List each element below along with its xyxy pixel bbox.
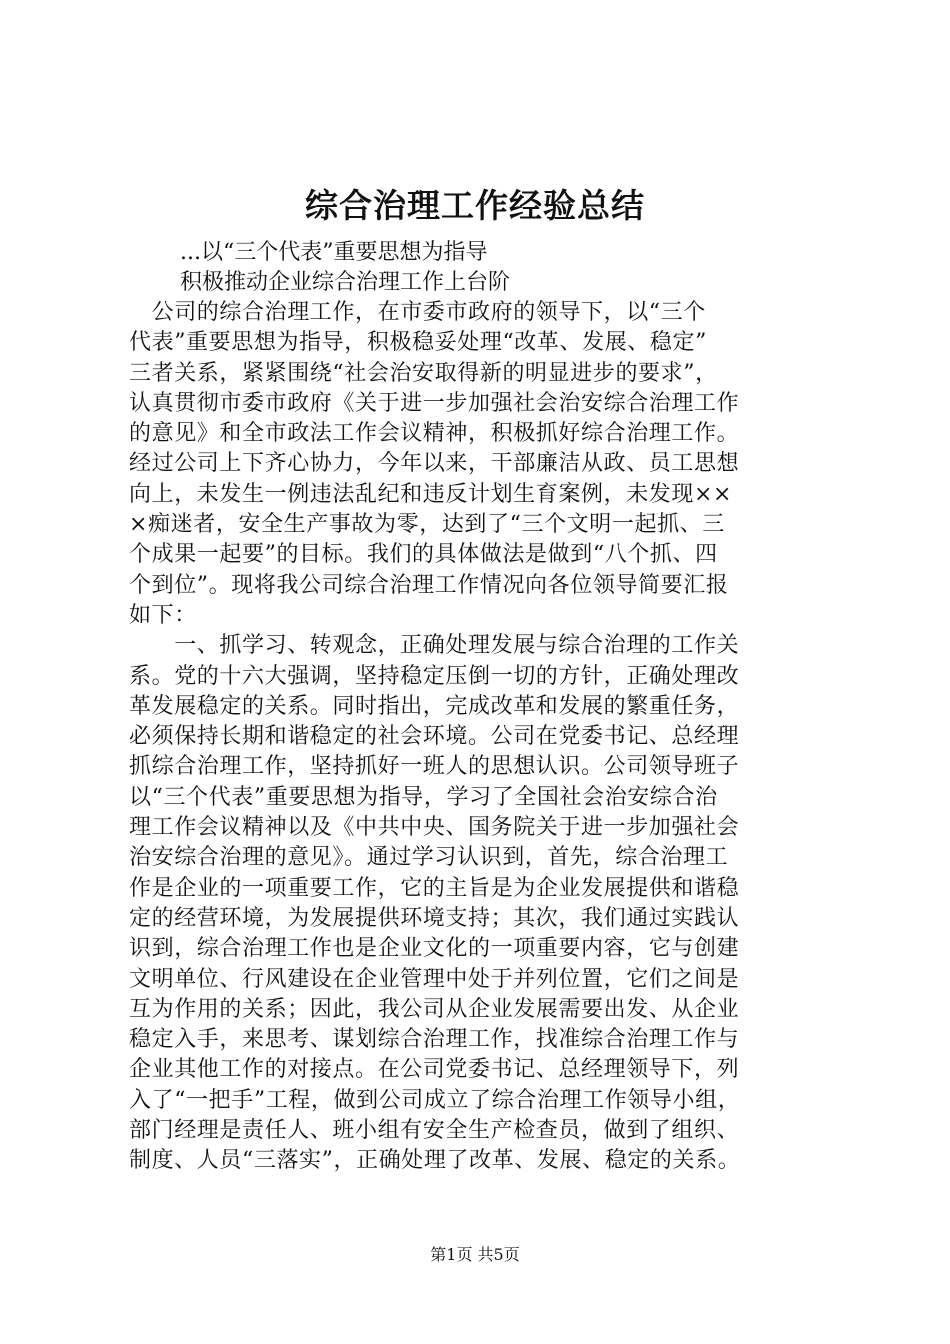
body-line: 认真贯彻市委市政府《关于进一步加强社会治安综合治理工作	[129, 390, 740, 416]
body-line: 代表”重要思想为指导，积极稳妥处理“改革、发展、稳定”	[129, 330, 707, 356]
body-line: 入了“一把手”工程，做到公司成立了综合治理工作领导小组，	[129, 1087, 741, 1113]
body-line: 互为作用的关系；因此，我公司从企业发展需要出发、从企业	[129, 996, 740, 1022]
body-line: 公司的综合治理工作，在市委市政府的领导下，以“三个	[129, 300, 706, 325]
body-line: ×痴迷者，安全生产事故为零，达到了“三个文明一起抓、三	[129, 512, 725, 538]
body-line: 文明单位、行风建设在企业管理中处于并列位置，它们之间是	[129, 966, 740, 992]
body-line: 三者关系，紧紧围绕“社会治安取得新的明显进步的要求”，	[129, 360, 718, 386]
body-line: 必须保持长期和谐稳定的社会环境。公司在党委书记、总经理	[129, 724, 740, 750]
body-line: 经过公司上下齐心协力，今年以来，干部廉洁从政、员工思想	[129, 451, 740, 477]
body-line: 以“三个代表”重要思想为指导，学习了全国社会治安综合治	[129, 784, 718, 810]
document-body	[129, 298, 829, 1177]
body-line: 个到位”。现将我公司综合治理工作情况向各位领导简要汇报	[129, 572, 729, 598]
subtitle-line-1: ...以“三个代表”重要思想为指导	[180, 240, 488, 265]
body-line: 部门经理是责任人、班小组有安全生产检查员，做到了组织、	[129, 1118, 740, 1144]
body-line: 稳定入手，来思考、谋划综合治理工作，找准综合治理工作与	[129, 1027, 740, 1053]
body-line: 个成果一起要”的目标。我们的具体做法是做到“八个抓、四	[129, 542, 718, 568]
body-line: 革发展稳定的关系。同时指出，完成改革和发展的繁重任务，	[129, 693, 740, 719]
body-line: 企业其他工作的对接点。在公司党委书记、总经理领导下，列	[129, 1057, 740, 1083]
body-line: 识到，综合治理工作也是企业文化的一项重要内容，它与创建	[129, 936, 740, 962]
body-line: 治安综合治理的意见》。通过学习认识到，首先，综合治理工	[129, 845, 729, 871]
body-line: 作是企业的一项重要工作，它的主旨是为企业发展提供和谐稳	[129, 875, 740, 901]
subtitle-line-2: 积极推动企业综合治理工作上台阶	[180, 270, 511, 295]
body-line: 系。党的十六大强调，坚持稳定压倒一切的方针，正确处理改	[129, 663, 740, 689]
body-line: 理工作会议精神以及《中共中央、国务院关于进一步加强社会	[129, 815, 740, 841]
body-line: 制度、人员“三落实”，正确处理了改革、发展、稳定的关系。	[129, 1148, 741, 1174]
page-footer: 第1页 共5页	[430, 1245, 520, 1264]
body-line: 的意见》和全市政法工作会议精神，积极抓好综合治理工作。	[129, 421, 740, 447]
body-line: 一、抓学习、转观念，正确处理发展与综合治理的工作关	[129, 633, 740, 659]
body-line: 抓综合治理工作，坚持抓好一班人的思想认识。公司领导班子	[129, 754, 740, 780]
body-line: 向上，未发生一例违法乱纪和违反计划生育案例，未发现××	[129, 481, 733, 507]
body-line: 定的经营环境，为发展提供环境支持；其次，我们通过实践认	[129, 905, 740, 931]
body-line: 如下：	[129, 602, 197, 628]
document-title: 综合治理工作经验总结	[305, 186, 645, 225]
